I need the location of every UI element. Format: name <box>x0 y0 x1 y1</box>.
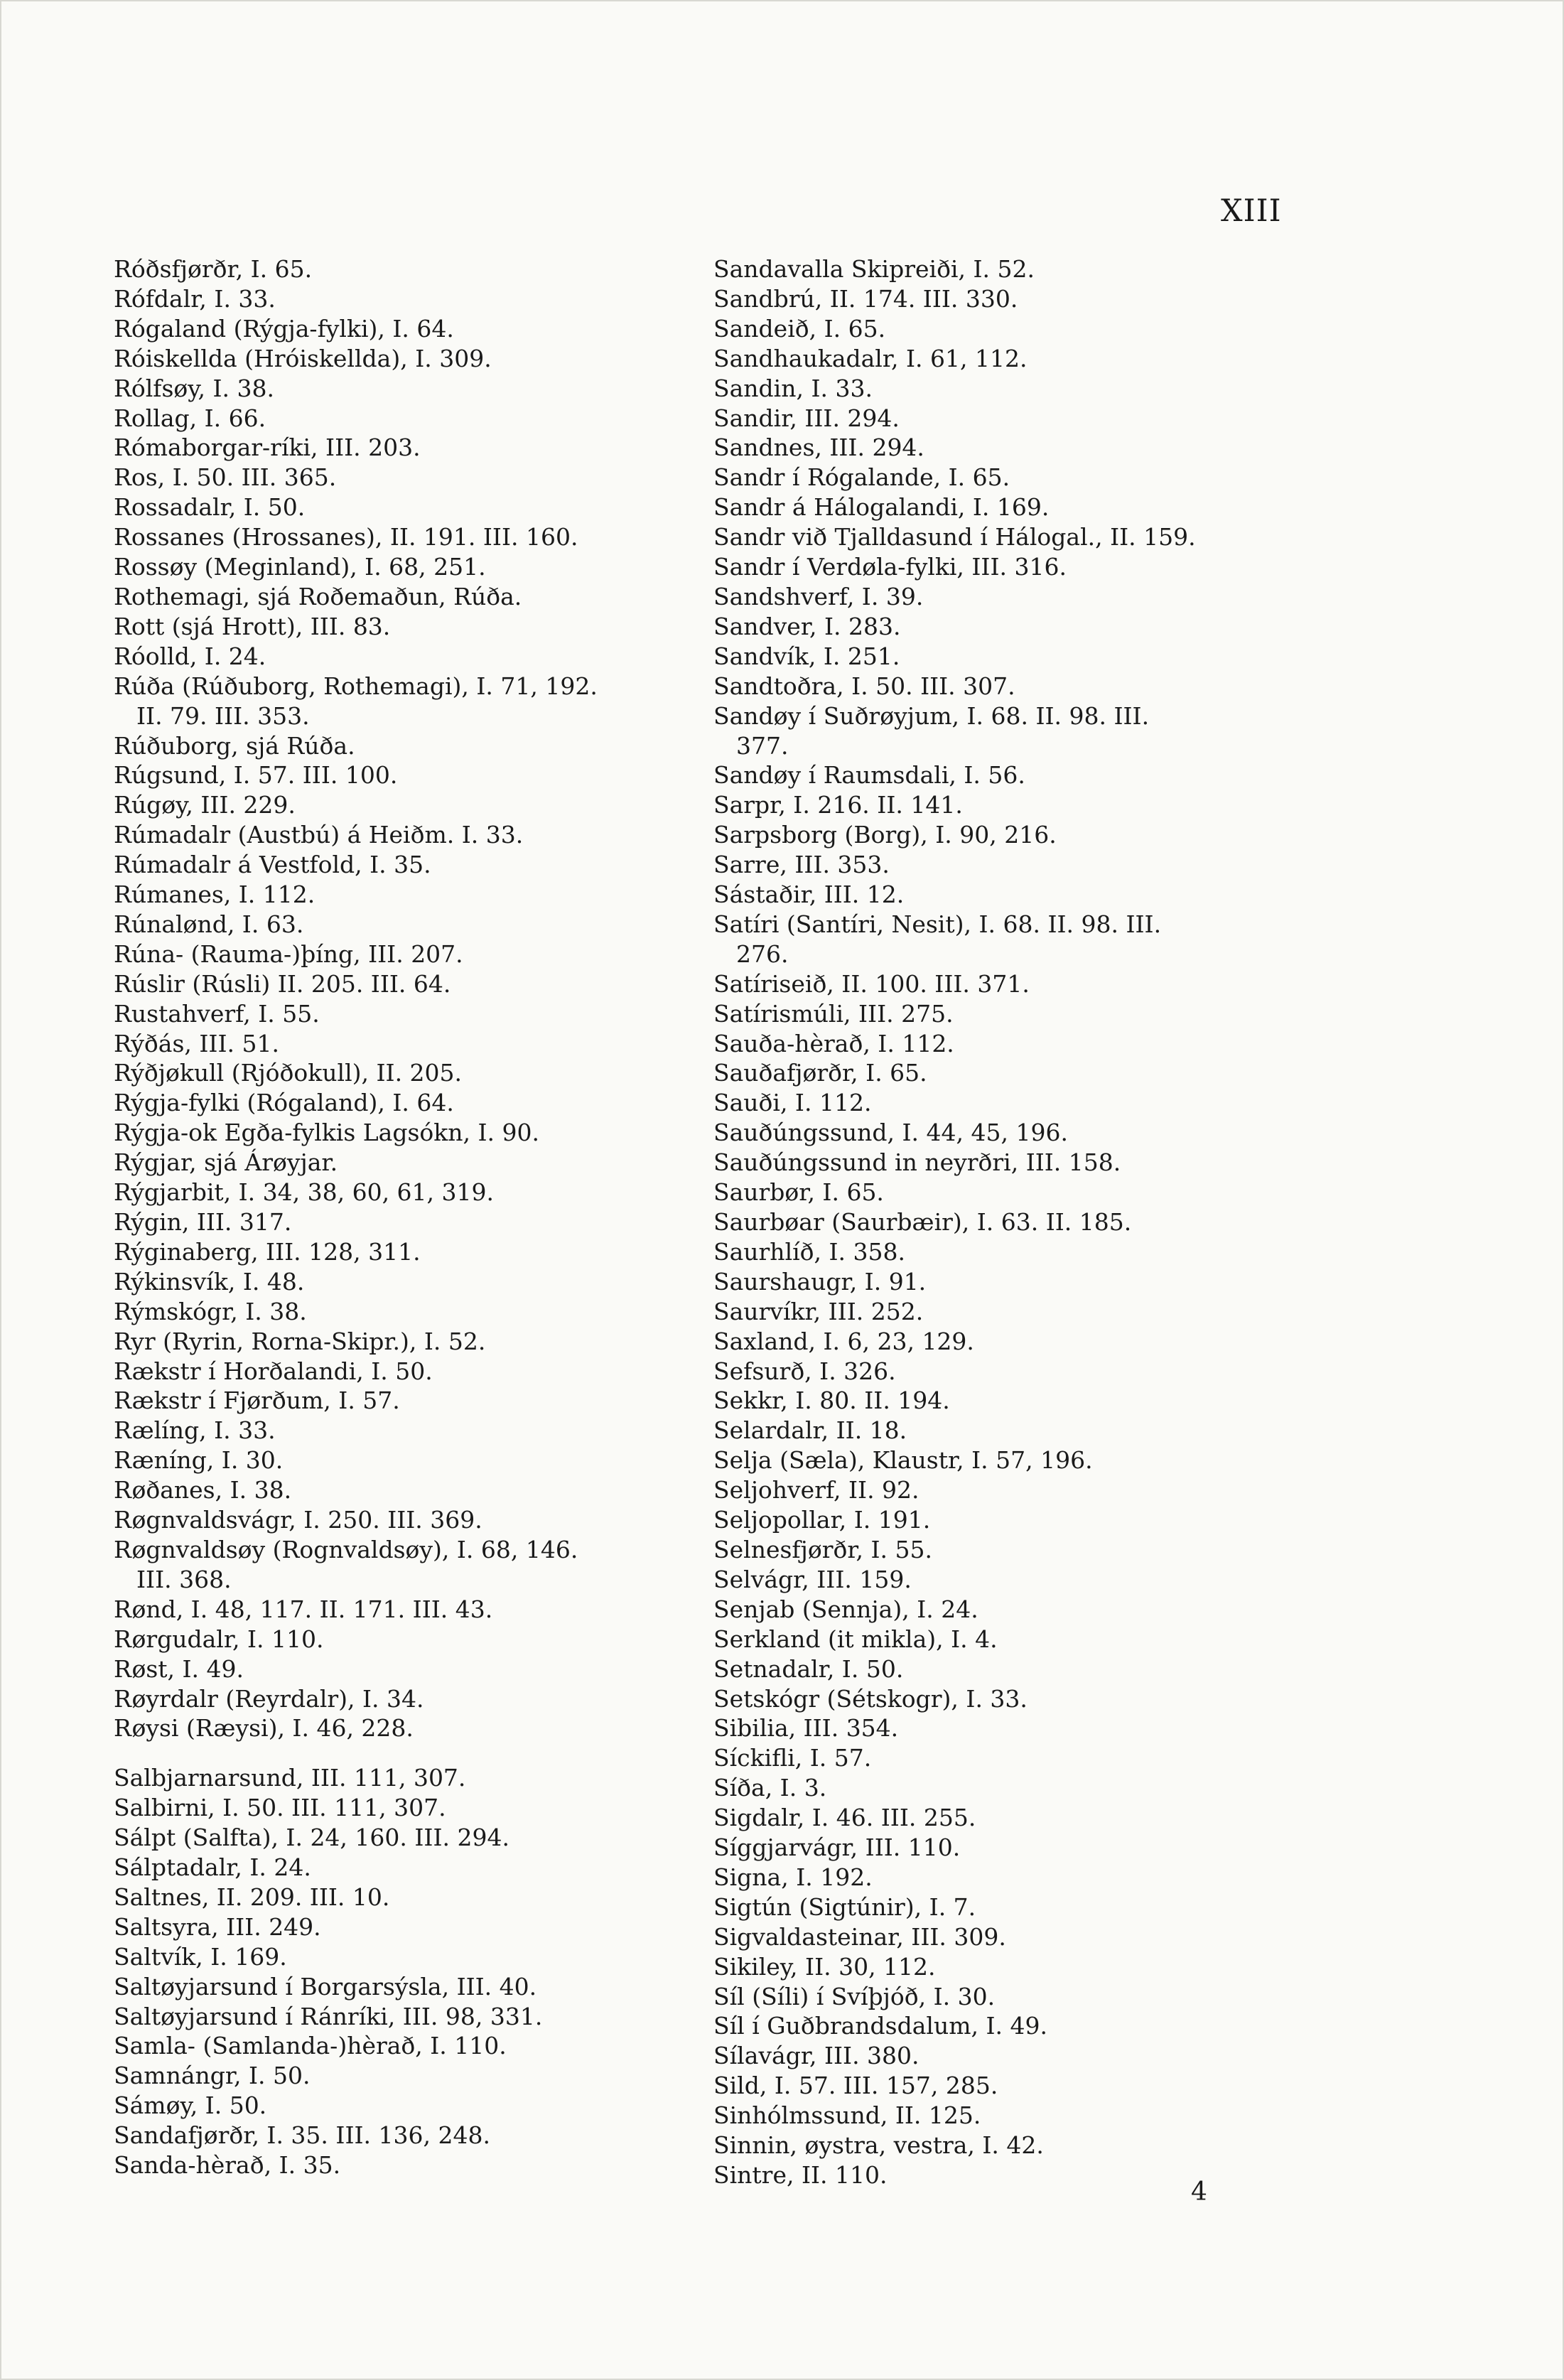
index-entry: Rúgsund, I. 57. III. 100. <box>114 761 398 790</box>
index-column-left <box>114 254 718 2180</box>
index-entry: Rossanes (Hrossanes), II. 191. III. 160. <box>114 523 578 551</box>
index-entry: Síckifli, I. 57. <box>713 1744 872 1772</box>
index-entry: Róiskellda (Hróiskellda), I. 309. <box>114 344 492 372</box>
index-entry: Sandhaukadalr, I. 61, 112. <box>713 344 1028 372</box>
index-entry: Sigtún (Sigtúnir), I. 7. <box>713 1892 976 1921</box>
index-entry: Setnadalr, I. 50. <box>713 1654 904 1683</box>
index-entry: Satírismúli, III. 275. <box>713 999 954 1028</box>
index-entry: Sigvaldasteinar, III. 309. <box>713 1922 1006 1951</box>
index-entry: Rustahverf, I. 55. <box>114 999 320 1028</box>
index-entry-continuation: II. 79. III. 353. <box>136 701 310 730</box>
index-entry: Sandr í Verdøla-fylki, III. 316. <box>713 553 1067 581</box>
index-entry: Setskógr (Sétskogr), I. 33. <box>713 1684 1028 1713</box>
index-entry: Satíriseið, II. 100. III. 371. <box>713 969 1030 998</box>
index-entry: Rossadalr, I. 50. <box>114 493 306 522</box>
index-entry: Rothemagi, sjá Roðemaðun, Rúða. <box>114 582 522 610</box>
index-entry: Sarre, III. 353. <box>713 851 890 879</box>
index-entry: Rækstr í Horðalandi, I. 50. <box>114 1357 433 1385</box>
index-entry: Sálpt (Salfta), I. 24, 160. III. 294. <box>114 1824 509 1852</box>
index-entry: Ros, I. 50. III. 365. <box>114 463 337 492</box>
index-entry: Síl í Guðbrandsdalum, I. 49. <box>713 2012 1047 2040</box>
index-entry: Sandin, I. 33. <box>713 374 873 402</box>
index-entry: Seljohverf, II. 92. <box>713 1476 919 1504</box>
index-entry: Síggjarvágr, III. 110. <box>713 1834 961 1862</box>
index-entry: Rýkinsvík, I. 48. <box>114 1267 305 1296</box>
index-entry: Rollag, I. 66. <box>114 404 266 432</box>
index-entry: Sámøy, I. 50. <box>114 2091 267 2120</box>
index-entry: Rúslir (Rúsli) II. 205. III. 64. <box>114 969 451 998</box>
index-entry: Saurshaugr, I. 91. <box>713 1267 927 1296</box>
index-entry: Síl (Síli) í Svíþjóð, I. 30. <box>713 1982 996 2010</box>
index-entry: Ræníng, I. 30. <box>114 1446 284 1475</box>
index-entry: Saltøyjarsund í Ránríki, III. 98, 331. <box>114 2002 543 2030</box>
index-entry: Sinnin, øystra, vestra, I. 42. <box>713 2131 1044 2160</box>
index-entry: Seljopollar, I. 191. <box>713 1506 931 1534</box>
index-entry: Sigdalr, I. 46. III. 255. <box>713 1804 976 1832</box>
index-entry: Rógaland (Rýgja-fylki), I. 64. <box>114 314 454 343</box>
index-entry: Saurbøar (Saurbæir), I. 63. II. 185. <box>713 1208 1132 1236</box>
index-entry: Rúmadalr á Vestfold, I. 35. <box>114 851 431 879</box>
index-entry: Salbjarnarsund, III. 111, 307. <box>114 1764 466 1792</box>
index-entry: Rørgudalr, I. 110. <box>114 1625 324 1653</box>
index-entry: Satíri (Santíri, Nesit), I. 68. II. 98. III. <box>713 910 1162 938</box>
index-entry: Sauðafjørðr, I. 65. <box>713 1059 927 1087</box>
index-entry: Saurhlíð, I. 358. <box>713 1237 906 1266</box>
index-entry: Rúmanes, I. 112. <box>114 881 316 909</box>
index-entry: Sandr við Tjalldasund í Hálogal., II. 159. <box>713 523 1196 551</box>
index-entry: Rúna- (Rauma-)þíng, III. 207. <box>114 939 463 968</box>
index-entry: Rott (sjá Hrott), III. 83. <box>114 612 391 640</box>
index-entry: Sauða-hèrað, I. 112. <box>713 1029 954 1057</box>
index-entry: Rýmskógr, I. 38. <box>114 1297 307 1325</box>
index-entry: Sandnes, III. 294. <box>713 434 924 462</box>
index-entry: Saurbør, I. 65. <box>713 1178 884 1207</box>
index-entry: Serkland (it mikla), I. 4. <box>713 1625 998 1653</box>
index-entry: Rælíng, I. 33. <box>114 1416 276 1445</box>
index-entry: Rýgja-fylki (Rógaland), I. 64. <box>114 1089 454 1117</box>
index-entry: Sandafjørðr, I. 35. III. 136, 248. <box>114 2121 490 2150</box>
index-entry: Rønd, I. 48, 117. II. 171. III. 43. <box>114 1595 493 1623</box>
index-entry: Rýgja-ok Egða-fylkis Lagsókn, I. 90. <box>114 1119 539 1147</box>
index-entry: Saltvík, I. 169. <box>114 1942 287 1971</box>
index-entry: Sílavágr, III. 380. <box>713 2042 919 2070</box>
index-entry: Sintre, II. 110. <box>713 2161 888 2189</box>
index-entry: Sild, I. 57. III. 157, 285. <box>713 2072 998 2100</box>
index-entry: Senjab (Sennja), I. 24. <box>713 1595 978 1623</box>
index-entry: Sauðúngssund in neyrðri, III. 158. <box>713 1148 1121 1177</box>
index-entry: Rólfsøy, I. 38. <box>114 374 275 402</box>
index-entry: Ryr (Ryrin, Rorna-Skipr.), I. 52. <box>114 1327 486 1355</box>
index-entry: Sibilia, III. 354. <box>713 1714 899 1743</box>
index-entry: Røst, I. 49. <box>114 1654 244 1683</box>
index-entry: Saltsyra, III. 249. <box>114 1912 321 1941</box>
index-entry: Saltøyjarsund í Borgarsýsla, III. 40. <box>114 1972 537 2001</box>
index-entry: Sauðúngssund, I. 44, 45, 196. <box>713 1119 1068 1147</box>
index-entry: Róolld, I. 24. <box>114 642 266 670</box>
index-entry: Saurvíkr, III. 252. <box>713 1297 924 1325</box>
index-entry: Sandr á Hálogalandi, I. 169. <box>713 493 1050 522</box>
index-entry: Sástaðir, III. 12. <box>713 881 905 909</box>
index-entry-continuation: 377. <box>736 731 789 760</box>
index-entry: Rækstr í Fjørðum, I. 57. <box>114 1386 400 1415</box>
index-column-right <box>713 254 1317 2190</box>
index-entry: Sekkr, I. 80. II. 194. <box>713 1386 950 1415</box>
index-entry: Rúmadalr (Austbú) á Heiðm. I. 33. <box>114 821 524 849</box>
index-entry: Sandøy í Suðrøyjum, I. 68. II. 98. III. <box>713 701 1150 730</box>
index-entry: Sandir, III. 294. <box>713 404 900 432</box>
index-entry: Sálptadalr, I. 24. <box>114 1853 311 1882</box>
index-entry: Rúðuborg, sjá Rúða. <box>114 731 355 760</box>
index-entry: Rýginaberg, III. 128, 311. <box>114 1237 421 1266</box>
index-entry: Rúgøy, III. 229. <box>114 791 296 819</box>
index-entry: Sandvík, I. 251. <box>713 642 900 670</box>
index-entry: Rýgjarbit, I. 34, 38, 60, 61, 319. <box>114 1178 495 1207</box>
index-entry-continuation: III. 368. <box>136 1565 232 1593</box>
index-entry: Sefsurð, I. 326. <box>713 1357 896 1385</box>
index-entry: Røyrdalr (Reyrdalr), I. 34. <box>114 1684 424 1713</box>
index-entry: Sandshverf, I. 39. <box>713 582 924 610</box>
index-entry: Róðsfjørðr, I. 65. <box>114 255 313 283</box>
index-entry: Sandavalla Skipreiði, I. 52. <box>713 255 1035 283</box>
index-entry: Salbirni, I. 50. III. 111, 307. <box>114 1794 446 1822</box>
index-entry: Saxland, I. 6, 23, 129. <box>713 1327 974 1355</box>
index-entry: Røgnvaldsvágr, I. 250. III. 369. <box>114 1506 482 1534</box>
index-entry: Rýgin, III. 317. <box>114 1208 292 1236</box>
index-entry: Sarpsborg (Borg), I. 90, 216. <box>713 821 1057 849</box>
index-entry: Sandr í Rógalande, I. 65. <box>713 463 1010 492</box>
index-entry: Sandøy í Raumsdali, I. 56. <box>713 761 1025 790</box>
index-entry: Saltnes, II. 209. III. 10. <box>114 1883 390 1911</box>
index-entry: Sandtoðra, I. 50. III. 307. <box>713 672 1015 700</box>
index-entry: Rúnalønd, I. 63. <box>114 910 304 938</box>
index-entry: Selja (Sæla), Klaustr, I. 57, 196. <box>713 1446 1093 1475</box>
index-entry: Samla- (Samlanda-)hèrað, I. 110. <box>114 2032 507 2060</box>
index-entry: Selardalr, II. 18. <box>713 1416 907 1445</box>
index-entry: Samnángr, I. 50. <box>114 2062 311 2090</box>
index-entry: Signa, I. 192. <box>713 1863 873 1891</box>
index-entry: Sanda-hèrað, I. 35. <box>114 2151 341 2180</box>
index-entry: Røgnvaldsøy (Rognvaldsøy), I. 68, 146. <box>114 1535 578 1563</box>
index-entry: Rossøy (Meginland), I. 68, 251. <box>114 553 486 581</box>
index-entry: Síða, I. 3. <box>713 1774 827 1802</box>
signature-mark: 4 <box>1191 2177 1207 2207</box>
index-entry: Sinhólmssund, II. 125. <box>713 2101 981 2130</box>
index-entry: Rúða (Rúðuborg, Rothemagi), I. 71, 192. <box>114 672 598 700</box>
index-entry: Røðanes, I. 38. <box>114 1476 292 1504</box>
index-entry-continuation: 276. <box>736 939 789 968</box>
index-entry: Sandbrú, II. 174. III. 330. <box>713 284 1018 313</box>
index-entry: Røysi (Ræysi), I. 46, 228. <box>114 1714 414 1743</box>
index-entry: Rýgjar, sjá Árøyjar. <box>114 1148 338 1177</box>
index-entry: Sandver, I. 283. <box>713 612 901 640</box>
index-entry: Sarpr, I. 216. II. 141. <box>713 791 963 819</box>
index-entry: Rýðjøkull (Rjóðokull), II. 205. <box>114 1059 463 1087</box>
index-entry: Sauði, I. 112. <box>713 1089 872 1117</box>
index-entry: Rómaborgar-ríki, III. 203. <box>114 434 421 462</box>
index-entry: Rófdalr, I. 33. <box>114 284 276 313</box>
index-entry: Selnesfjørðr, I. 55. <box>713 1535 932 1563</box>
index-entry: Sandeið, I. 65. <box>713 314 886 343</box>
page-number: XIII <box>1221 193 1282 229</box>
index-entry: Sikiley, II. 30, 112. <box>713 1952 936 1981</box>
index-entry: Selvágr, III. 159. <box>713 1565 912 1593</box>
index-entry: Rýðás, III. 51. <box>114 1029 279 1057</box>
